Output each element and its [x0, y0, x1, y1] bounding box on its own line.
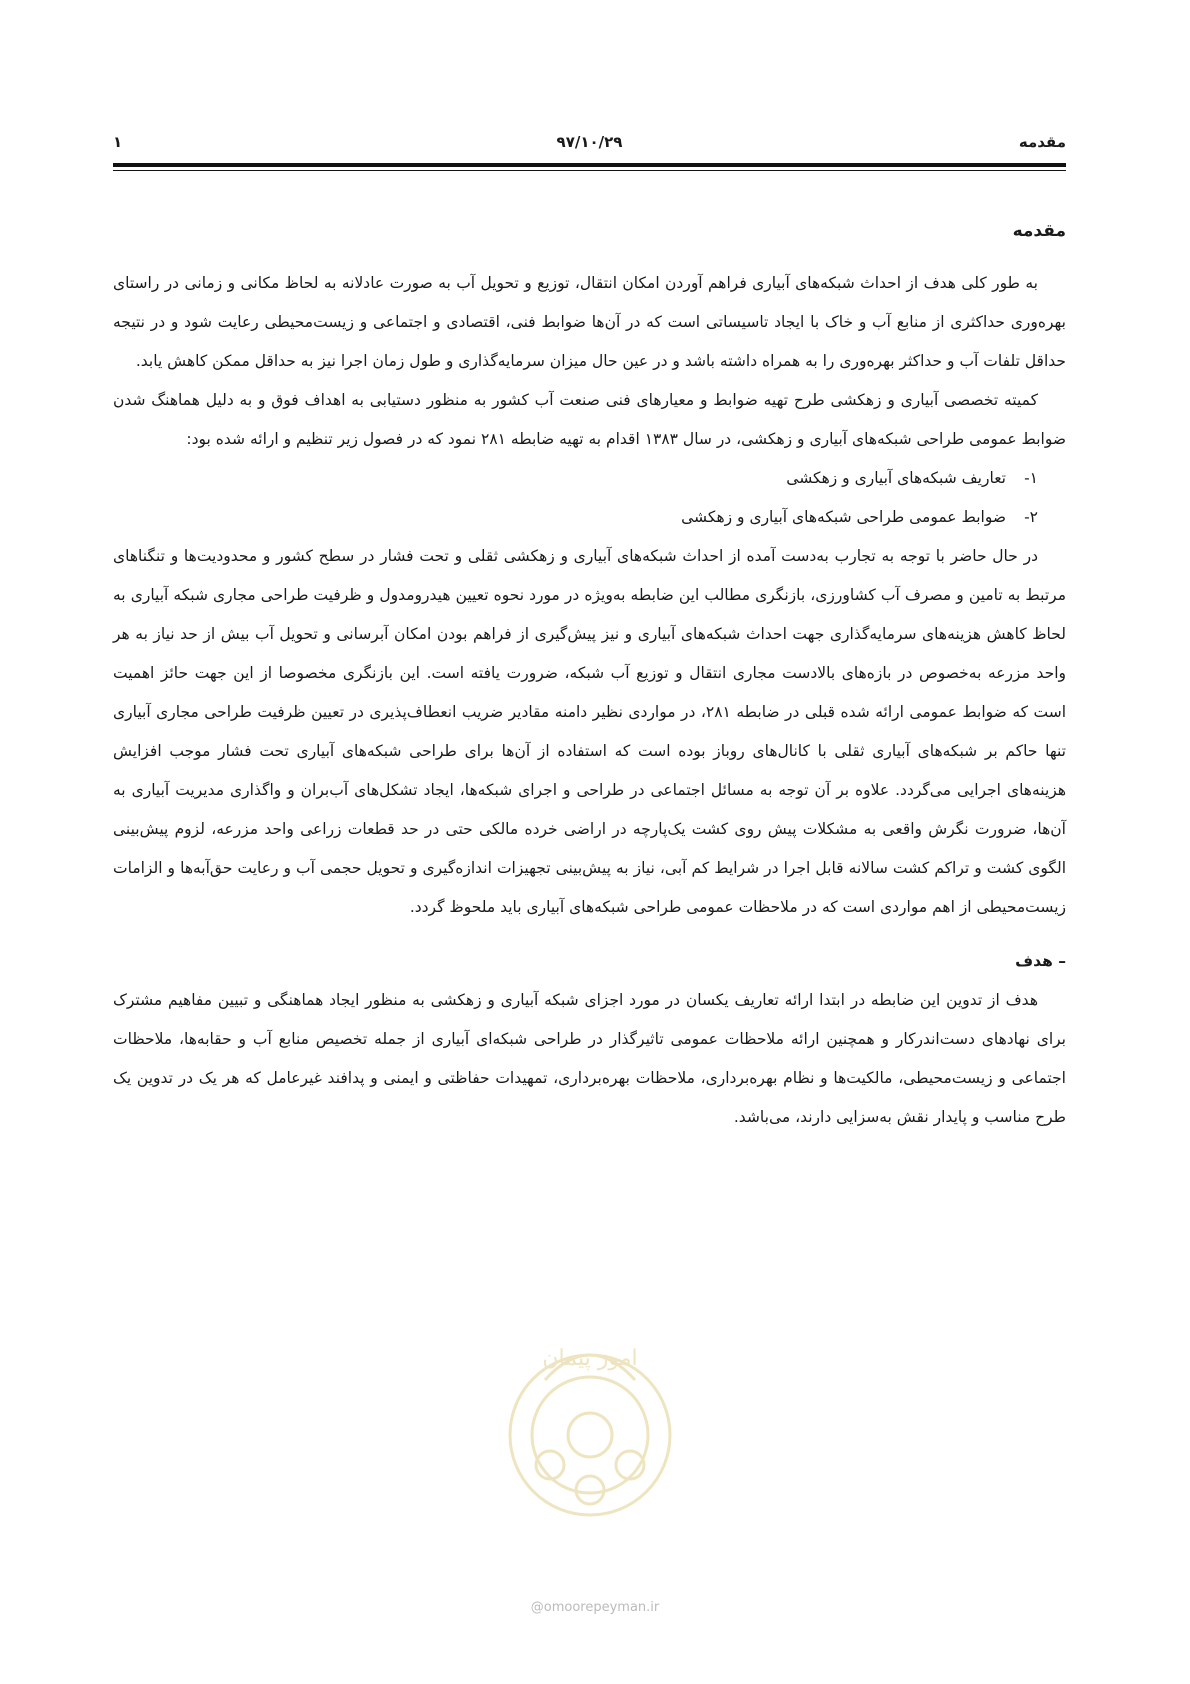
list-item-text: ضوابط عمومی طراحی شبکه‌های آبیاری و زهکشی [681, 508, 1006, 526]
header-date: ۹۷/۱۰/۲۹ [556, 133, 623, 151]
paragraph-committee: کمیته تخصصی آبیاری و زهکشی طرح تهیه ضوابط و معیارهای فنی صنعت آب کشور به منظور دستیابی به اهداف فوق و به دلیل هماهنگ شدن ضوابط عمومی طراحی شبکه‌های آبیاری و زهکشی، در سال ۱۳۸۳ اقدام به تهیه ضابطه ۲۸۱ نمود که در فصول زیر تنظیم و ارائه شده بود: [113, 391, 1066, 448]
paragraph-revision: در حال حاضر با توجه به تجارب به‌دست آمده از احداث شبکه‌های آبیاری و زهکشی ثقلی و تحت فشار در سطح کشور و محدودیت‌ها و تنگناهای مرتبط به تامین و مصرف آب کشاورزی، بازنگری مطالب این ضابطه به‌ویژه در مورد نحوه تعیین هیدرومدول و ظرفیت طراحی مجاری شبکه آبیاری به لحاظ کاهش هزینه‌های سرمایه‌گذاری جهت احداث شبکه‌های آبیاری و نیز پیش‌گیری از فراهم بودن امکان آبرسانی و تحویل آب بیش از حد نیاز به هر واحد مزرعه به‌خصوص در بازه‌های بالادست مجاری انتقال و توزیع آب شبکه، ضرورت یافته است. این بازنگری مخصوصا از این جهت حائز اهمیت است که ضوابط عمومی ارائه شده قبلی در ضابطه ۲۸۱، در مواردی نظیر دامنه مقادیر ضریب انعطاف‌پذیری در تعیین ظرفیت طراحی مجاری آبیاری تنها حاکم بر شبکه‌های آبیاری ثقلی با کانال‌های روباز بوده است که استفاده از آن‌ها برای طراحی شبکه‌های آبیاری تحت فشار موجب افزایش هزینه‌های اجرایی می‌گردد. علاوه بر آن توجه به مسائل اجتماعی در طراحی و اجرای شبکه‌ها، ایجاد تشکل‌های آب‌بران و واگذاری مدیریت آبیاری به آن‌ها، ضرورت نگرش واقعی به مشکلات پیش روی کشت یک‌پارچه در اراضی خرده مالکی حتی در حد قطعات زراعی واحد مزرعه، لزوم پیش‌بینی الگوی کشت و تراکم کشت سالانه قابل اجرا در شرایط کم آبی، نیاز به پیش‌بینی تجهیزات اندازه‌گیری و تحویل حجمی آب و رعایت حق‌آبه‌ها و الزامات زیست‌محیطی از اهم مواردی است که در ملاحظات عمومی طراحی شبکه‌های آبیاری باید ملحوظ گردد. [113, 547, 1066, 916]
list-item-text: تعاریف شبکه‌های آبیاری و زهکشی [786, 469, 1006, 487]
list-item-number: ۲- [1024, 508, 1038, 526]
section-heading: مقدمه [1012, 221, 1066, 241]
watermark-logo [490, 1320, 690, 1530]
watermark-logo-text: امور پیمان [542, 1346, 638, 1371]
chapter-list [113, 459, 1066, 537]
document-body [113, 216, 1066, 1137]
paragraph-goal: هدف از تدوین این ضابطه در ابتدا ارائه تعاریف یکسان در مورد اجزای شبکه آبیاری و زهکشی به منظور ایجاد هماهنگی و تبیین مفاهیم مشترک برای نهادهای دست‌اندرکار و همچنین ارائه ملاحظات عمومی تاثیرگذار در طراحی شبکه‌ای آبیاری از جمله تخصیص منابع آب و حقابه‌ها، ملاحظات اجتماعی و زیست‌محیطی، مالکیت‌ها و نظام بهره‌برداری، ملاحظات بهره‌برداری، تمهیدات حفاظتی و ایمنی و پدافند غیرعامل که هر یک در تدوین یک طرح مناسب و پایدار نقش به‌سزایی دارند، می‌باشد. [113, 991, 1066, 1126]
list-item-number: ۱- [1024, 469, 1038, 487]
header-rule-thin [113, 170, 1066, 171]
header-page-number: ۱ [113, 133, 123, 151]
header-rule-thick [113, 163, 1066, 167]
header-section-title: مقدمه [1018, 133, 1066, 151]
list-item [113, 498, 1066, 537]
page-header [113, 130, 1066, 154]
subheading-goal: – هدف [1015, 952, 1066, 970]
paragraph-intro: به طور کلی هدف از احداث شبکه‌های آبیاری فراهم آوردن امکان انتقال، توزیع و تحویل آب به صورت عادلانه به لحاظ مکانی و زمانی در راستای بهره‌وری حداکثری از منابع آب و خاک با ایجاد تاسیساتی است که در آن‌ها ضوابط فنی، اقتصادی و اجتماعی و زیست‌محیطی رعایت شود و در نتیجه حداقل تلفات آب و حداکثر بهره‌وری را به همراه داشته باشد و در عین حال میزان سرمایه‌گذاری و طول زمان اجرا نیز به حداقل ممکن کاهش یابد. [113, 274, 1066, 370]
list-item [113, 459, 1066, 498]
watermark-site: @omoorepeyman.ir [530, 1600, 660, 1615]
